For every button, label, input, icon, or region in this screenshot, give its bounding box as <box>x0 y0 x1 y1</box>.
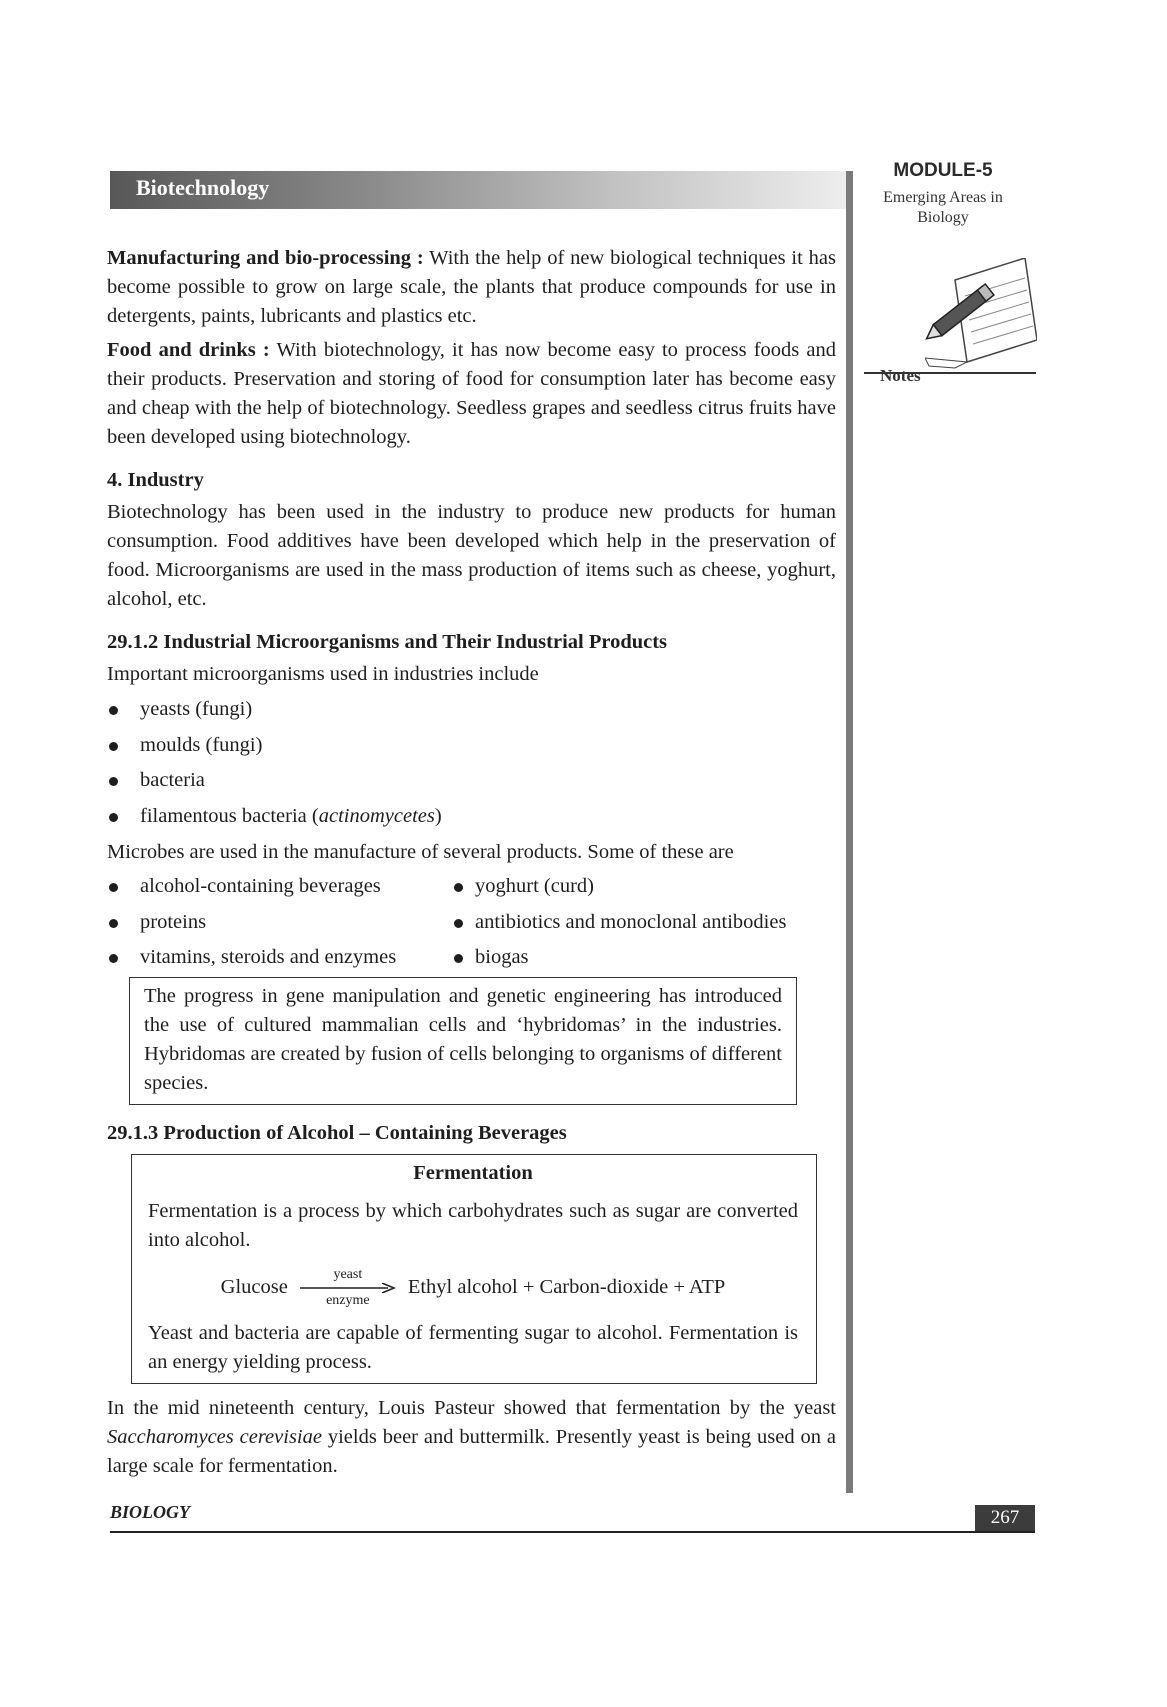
paragraph-pasteur <box>107 1394 836 1481</box>
pasteur-prefix: In the mid nineteenth century, Louis Pasteur showed that fermentation by the yeast <box>107 1396 836 1419</box>
term-food: Food and drinks : <box>107 339 270 361</box>
running-header-title: Biotechnology <box>136 175 270 200</box>
reaction-arrow <box>300 1267 396 1309</box>
hybridoma-box: The progress in gene manipulation and genetic engineering has introduced the use of cultured mammalian cells and ‘hybridomas’ in the industries. Hybridomas are created by fusion of cells belonging to organisms of different species. <box>129 977 797 1105</box>
footer-rule <box>110 1531 1035 1533</box>
products-left-list <box>107 869 452 976</box>
notes-pencil-icon <box>925 258 1037 388</box>
products-columns <box>107 869 836 976</box>
microorganism-list <box>107 692 836 834</box>
list-item: bacteria <box>107 763 836 799</box>
list-item: proteins <box>107 905 452 941</box>
footer-subject: BIOLOGY <box>110 1502 190 1522</box>
intro-microorganisms: Important microorganisms used in industries include <box>107 663 539 685</box>
products-right-list <box>452 869 836 976</box>
equation-reactant: Glucose <box>220 1276 288 1298</box>
list-item: yeasts (fungi) <box>107 692 836 728</box>
fermentation-box <box>131 1154 817 1384</box>
arrow-right-icon <box>300 1283 396 1293</box>
list-item: moulds (fungi) <box>107 728 836 764</box>
paragraph-industry: Biotechnology has been used in the industry to produce new products for human consumption. Food additives have been developed which help in the preservation of food. Microorganisms are used in the mass production of items such as cheese, yoghurt, alcohol, etc. <box>107 501 836 610</box>
intro-products: Microbes are used in the manufacture of several products. Some of these are <box>107 841 734 863</box>
term-manufacturing: Manufacturing and bio-processing : <box>107 247 424 269</box>
text-manufacturing: With the help of new biological techniques it has become possible to grow on large scale, the plants that produce compounds for use in detergents, paints, lubricants and plastics etc. <box>107 247 836 327</box>
heading-29-1-2: 29.1.2 Industrial Microorganisms and Their Industrial Products <box>107 631 668 653</box>
arrow-label-below: enzyme <box>326 1292 370 1308</box>
pasteur-species: Saccharomyces cerevisiae <box>107 1425 322 1448</box>
fermentation-note: Yeast and bacteria are capable of fermenting sugar to alcohol. Fermentation is an energy yielding process. <box>148 1321 798 1373</box>
main-content <box>107 244 836 1486</box>
heading-industry: 4. Industry <box>107 469 204 491</box>
fermentation-box-title: Fermentation <box>413 1161 533 1184</box>
item4-suffix: ) <box>434 804 442 827</box>
list-item: yoghurt (curd) <box>452 869 836 905</box>
list-item: antibiotics and monoclonal antibodies <box>452 905 836 941</box>
item4-prefix: filamentous bacteria ( <box>140 804 319 827</box>
list-item: vitamins, steroids and enzymes <box>107 940 452 976</box>
item4-italic: actinomycetes <box>318 804 435 827</box>
fermentation-equation <box>148 1267 798 1309</box>
arrow-label-above: yeast <box>333 1266 363 1282</box>
pasteur-suffix: yields beer and buttermilk. Presently yeast is being used on a large scale for fermentation. <box>107 1425 836 1477</box>
paragraph-food <box>107 336 836 452</box>
list-item: biogas <box>452 940 836 976</box>
notes-label: Notes <box>880 366 921 385</box>
module-subtitle: Emerging Areas in Biology <box>883 189 1003 226</box>
list-item <box>107 799 836 835</box>
text-food: With biotechnology, it has now become easy to process foods and their products. Preservation and storing of food for consumption later has become easy and cheap with the help of biotechnology. Seedless grapes and seedless citrus fruits have been developed using biotechnology. <box>107 339 837 448</box>
heading-29-1-3: 29.1.3 Production of Alcohol – Containing Beverages <box>107 1121 567 1144</box>
page-number: 267 <box>975 1505 1035 1531</box>
margin-rule <box>846 171 853 1493</box>
paragraph-manufacturing <box>107 244 836 331</box>
equation-products: Ethyl alcohol + Carbon-dioxide + ATP <box>407 1276 726 1298</box>
module-title: MODULE-5 <box>893 160 993 181</box>
list-item: alcohol-containing beverages <box>107 869 452 905</box>
fermentation-definition: Fermentation is a process by which carbohydrates such as sugar are converted into alcohol. <box>148 1199 798 1251</box>
